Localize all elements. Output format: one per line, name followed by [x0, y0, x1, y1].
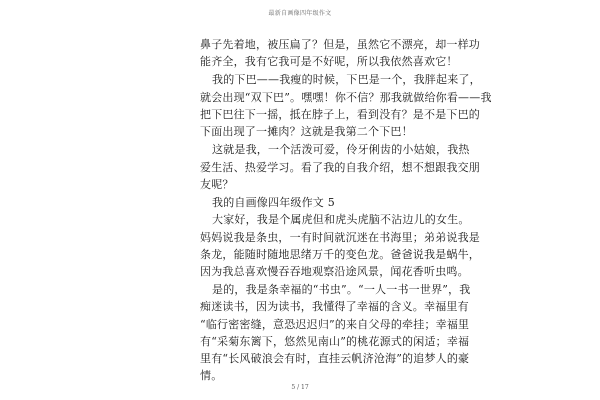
text-line: 爱生活、热爱学习。看了我的自我介绍，想不想跟我交朋	[200, 161, 480, 174]
text-line: 情。	[200, 369, 223, 382]
text-line: 大家好，我是个属虎但和虎头虎脑不沾边儿的女生。	[212, 213, 470, 226]
text-line: 里有“长风破浪会有时，直挂云帆济沧海”的追梦人的豪	[200, 352, 470, 365]
text-line: 把下巴往下一摇，抵在脖子上，看到没有？是不是下巴的	[200, 108, 480, 121]
section-heading: 我的自画像四年级作文 5	[212, 196, 335, 209]
page-header-title: 最新自画像四年级作文	[268, 10, 332, 17]
text-line: 我的下巴——我瘦的时候，下巴是一个，我胖起来了，	[212, 73, 481, 86]
page-number: 5 / 17	[291, 384, 309, 391]
text-line: 有“采菊东篱下，悠然见南山”的桃花源式的闲适；幸福	[200, 335, 470, 348]
text-line: 鼻子先着地，被压扁了？但是，虽然它不漂亮，却一样功	[200, 38, 480, 51]
text-line: “临行密密缝，意恐迟迟归”的来自父母的牵挂；幸福里	[200, 318, 470, 331]
text-line: 因为我总喜欢慢吞吞地观察沿途风景，闻花香听虫鸣。	[200, 265, 469, 278]
text-line: 是的，我是条幸福的“书虫”。“一人一书一世界”，我	[212, 283, 471, 296]
text-line: 就会出现“双下巴”。嘿嘿！你不信？那我就做给你看——我	[200, 91, 492, 104]
text-line: 能齐全，我有它我可是不好呢，所以我依然喜欢它！	[200, 55, 458, 68]
text-line: 痴迷读书，因为读书，我懂得了幸福的含义。幸福里有	[200, 300, 469, 313]
text-line: 下面出现了一摊肉？这就是我第二个下巴！	[200, 125, 413, 138]
text-line: 友呢？	[200, 178, 234, 191]
text-line: 这就是我，一个活泼可爱，伶牙俐齿的小姑娘，我热	[212, 143, 470, 156]
text-line: 条龙，能随时随地思绪万千的变色龙。爸爸说我是蜗牛，	[200, 248, 480, 261]
text-line: 妈妈说我是条虫，一有时间就沉迷在书海里；弟弟说我是	[200, 231, 480, 244]
